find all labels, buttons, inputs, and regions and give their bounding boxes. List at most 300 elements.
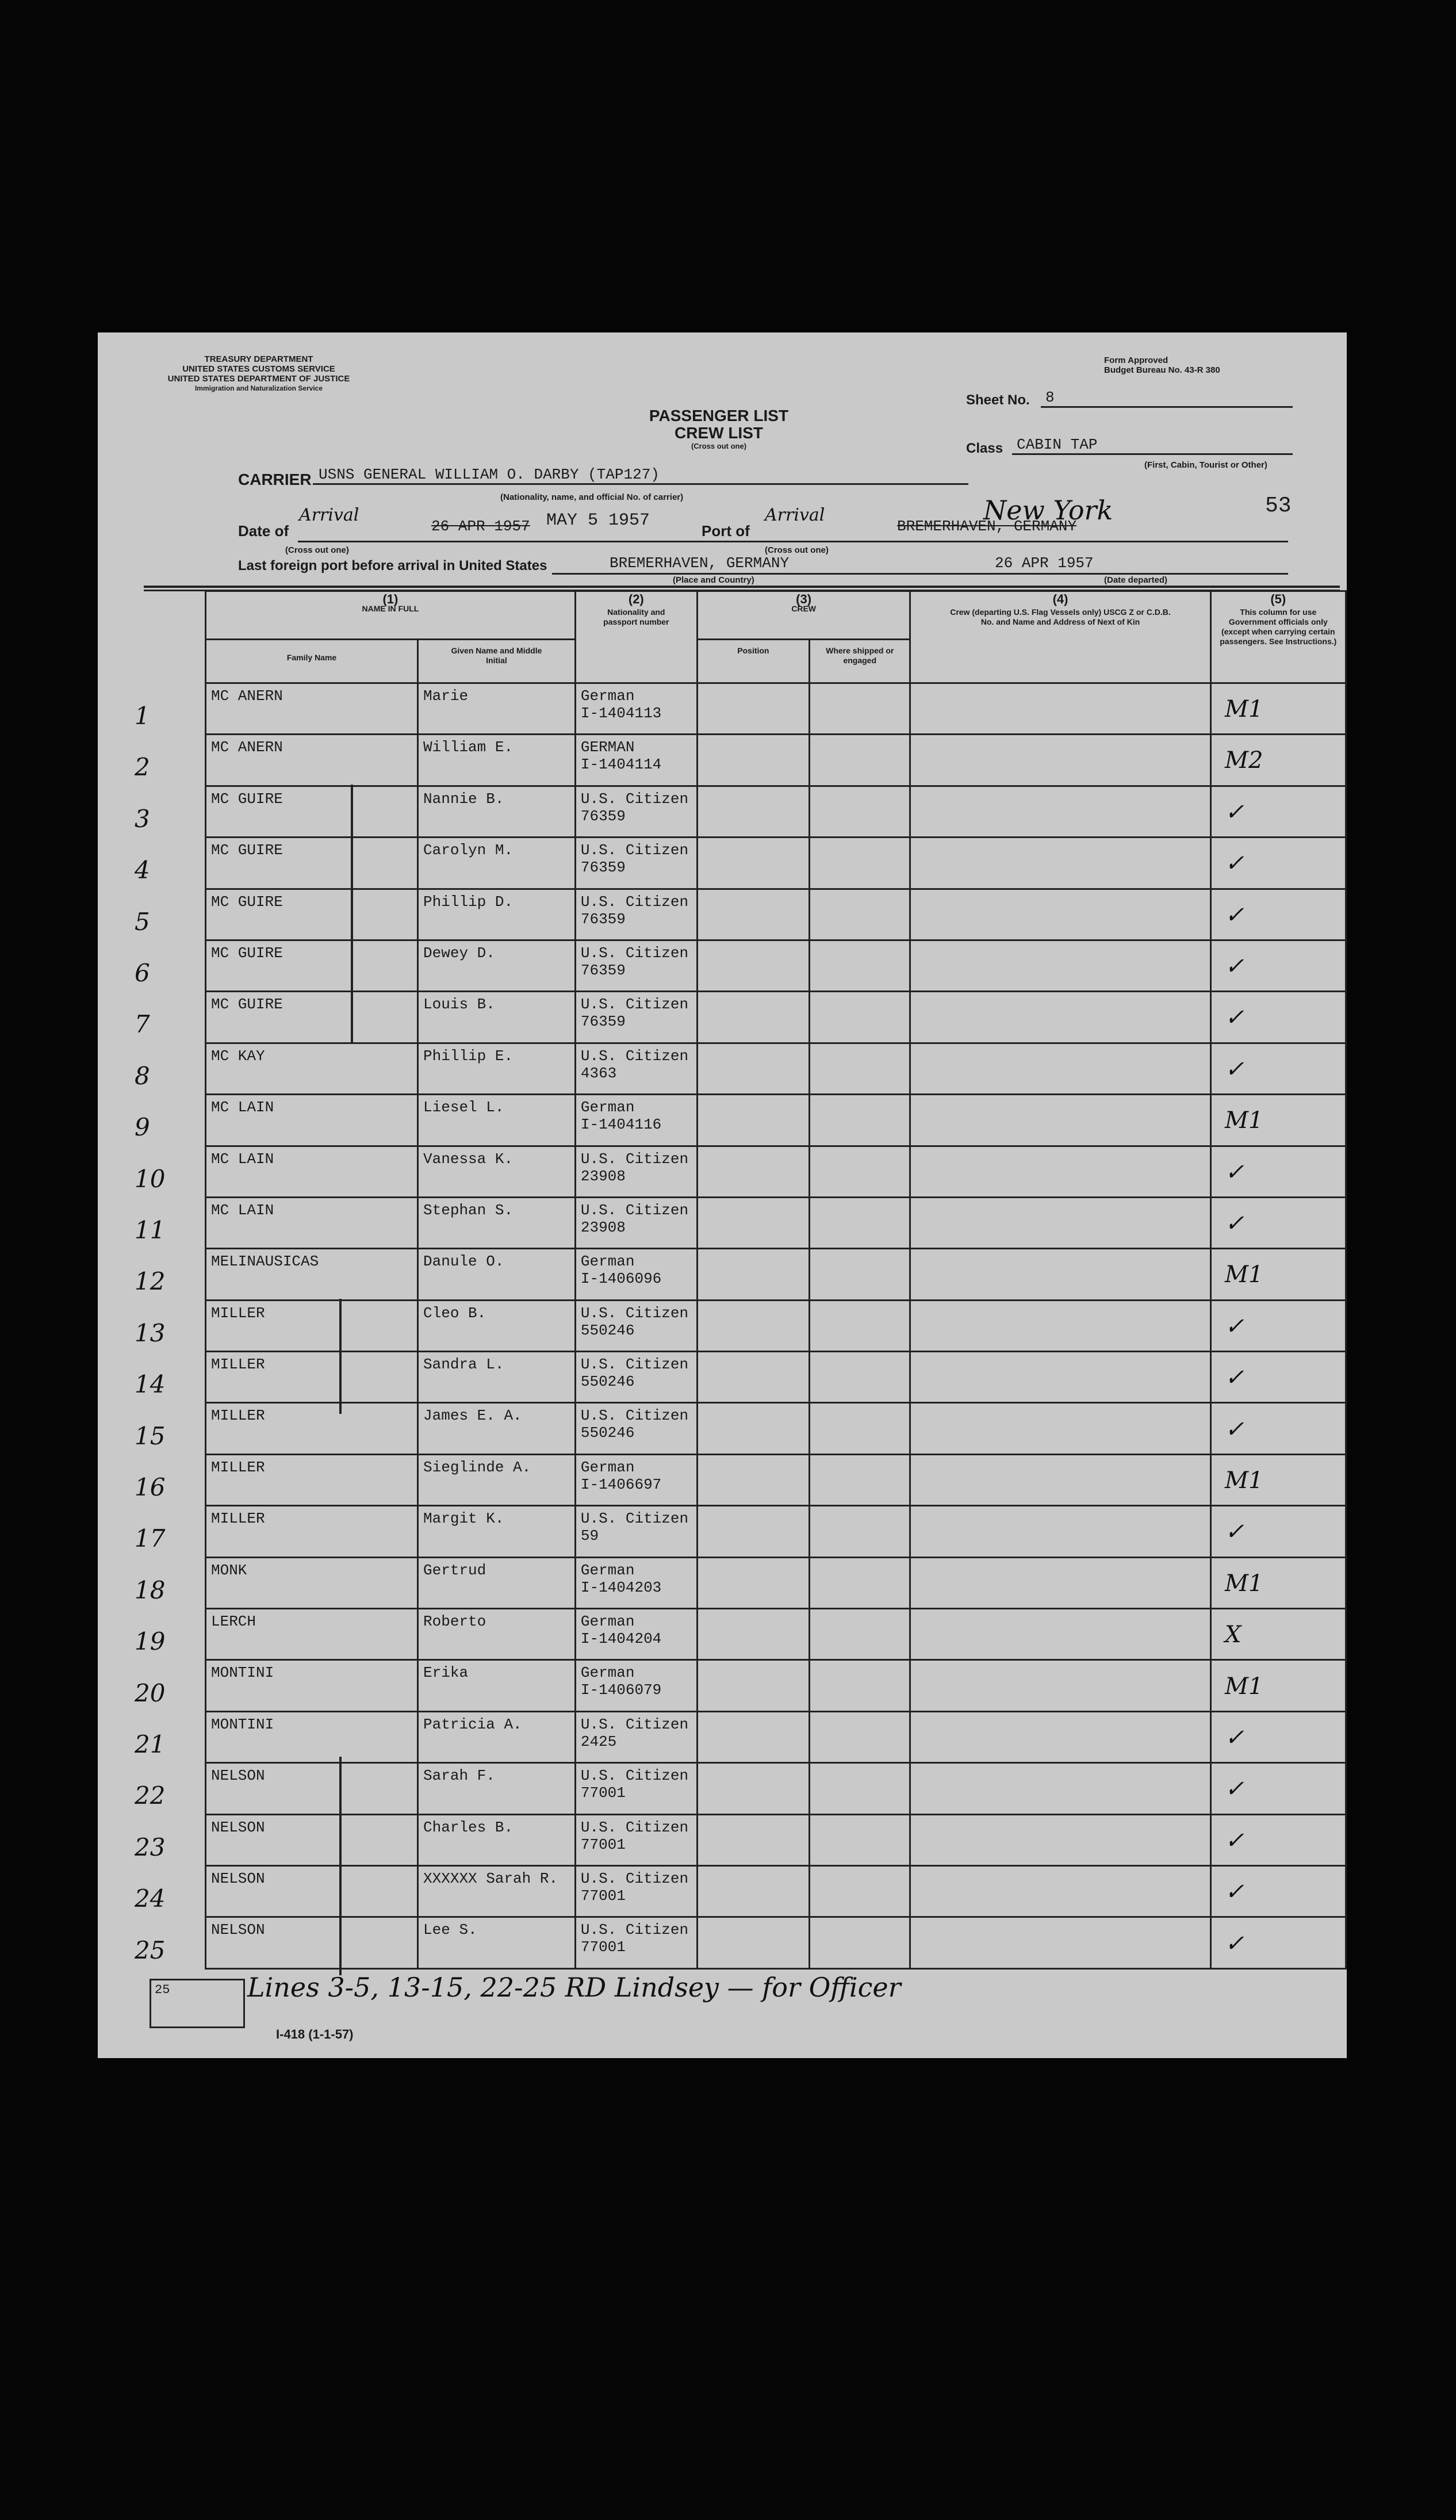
date-underline: [298, 541, 775, 542]
port-arrival-handwritten: Arrival: [765, 505, 825, 525]
row-number-handwritten: 6: [135, 959, 150, 987]
family-bracket-mcguire: [351, 785, 353, 1042]
nationality-text: U.S. Citizen: [580, 1767, 689, 1785]
passport-text: I-1404116: [580, 1116, 662, 1134]
family-name-text: MELINAUSICAS: [211, 1253, 319, 1271]
position-cell: [697, 1763, 809, 1814]
row-number-handwritten: 22: [135, 1781, 166, 1810]
next-of-kin-cell: [910, 786, 1210, 837]
row-number-handwritten: 14: [135, 1370, 166, 1399]
nationality-text: U.S. Citizen: [580, 842, 689, 859]
table-row: [206, 683, 1346, 735]
nationality-cell: [575, 1146, 697, 1197]
nationality-cell: [575, 1763, 697, 1814]
shipped-cell: [810, 683, 910, 735]
table-row: [206, 1454, 1346, 1505]
official-mark: ✓: [1225, 1210, 1244, 1237]
next-of-kin-cell: [910, 1249, 1210, 1300]
official-mark: M1: [1225, 1570, 1263, 1597]
nationality-text: German: [580, 687, 635, 705]
family-name-text: NELSON: [211, 1767, 265, 1785]
row-number-handwritten: 7: [135, 1010, 150, 1039]
date-value: MAY 5 1957: [546, 511, 650, 530]
row-number-handwritten: 12: [135, 1267, 166, 1296]
next-of-kin-cell: [910, 1454, 1210, 1505]
given-name-text: Marie: [423, 687, 469, 705]
family-name-text: MC GUIRE: [211, 944, 283, 962]
given-name-text: James E. A.: [423, 1407, 522, 1425]
passport-text: 77001: [580, 1887, 626, 1905]
departure-note: (Date departed): [1104, 575, 1168, 585]
nationality-text: U.S. Citizen: [580, 944, 689, 962]
passenger-table: [205, 590, 1347, 1970]
official-mark: M1: [1225, 696, 1263, 722]
col2-header: [575, 591, 697, 683]
row-number-handwritten: 3: [135, 804, 150, 833]
position-cell: [697, 1043, 809, 1094]
table-row: [206, 940, 1346, 991]
table-row: [206, 1865, 1346, 1917]
col1-sub: NAME IN FULL: [362, 604, 419, 613]
shipped-cell: [810, 735, 910, 786]
nationality-cell: [575, 838, 697, 889]
position-cell: [697, 940, 809, 991]
table-row: [206, 1506, 1346, 1557]
shipped-cell: [810, 940, 910, 991]
shipped-cell: [810, 1660, 910, 1711]
nationality-cell: [575, 1865, 697, 1917]
nationality-cell: [575, 1609, 697, 1660]
shipped-cell: [810, 1814, 910, 1865]
next-of-kin-cell: [910, 1300, 1210, 1351]
col4-number: (4): [1052, 592, 1068, 606]
passenger-rows: [206, 683, 1346, 1969]
official-mark: ✓: [1225, 1776, 1244, 1803]
shipped-text: Where shipped or engaged: [826, 646, 894, 665]
sheet-number: 8: [1041, 389, 1293, 408]
nationality-cell: [575, 683, 697, 735]
table-row: [206, 1557, 1346, 1608]
family-name-text: Family Name: [286, 653, 337, 662]
official-mark: M1: [1225, 1261, 1263, 1288]
family-name-text: MILLER: [211, 1304, 265, 1322]
nationality-text: German: [580, 1613, 635, 1631]
last-port-value: BREMERHAVEN, GERMANY: [610, 555, 790, 572]
passport-text: 23908: [580, 1218, 626, 1236]
family-name-cell: [206, 1917, 418, 1968]
family-name-cell: [206, 1403, 418, 1454]
nationality-cell: [575, 1249, 697, 1300]
family-name-cell: [206, 889, 418, 940]
row-number-handwritten: 19: [135, 1627, 166, 1656]
given-name-text: Margit K.: [423, 1510, 504, 1528]
nationality-text: German: [580, 1561, 635, 1579]
family-name-cell: [206, 1352, 418, 1403]
nationality-cell: [575, 1711, 697, 1762]
position-cell: [697, 1249, 809, 1300]
family-name-cell: [206, 1609, 418, 1660]
next-of-kin-cell: [910, 735, 1210, 786]
given-name-cell: [418, 1865, 576, 1917]
carrier-label: CARRIER: [238, 471, 312, 488]
given-name-cell: [418, 1609, 576, 1660]
form-number: I-418 (1-1-57): [276, 2027, 354, 2041]
col4-sub: Crew (departing U.S. Flag Vessels only) USCG Z or C.D.B. No. and Name and Address of Next of Kin: [950, 607, 1171, 626]
position-cell: [697, 1557, 809, 1608]
nationality-cell: [575, 1197, 697, 1248]
carrier-value: USNS GENERAL WILLIAM O. DARBY (TAP127): [313, 466, 968, 485]
given-name-cell: [418, 1711, 576, 1762]
family-name-text: MC ANERN: [211, 687, 283, 705]
passport-text: 76359: [580, 807, 626, 825]
family-name-cell: [206, 1711, 418, 1762]
nationality-cell: [575, 889, 697, 940]
shipped-cell: [810, 1557, 910, 1608]
col4-header: [910, 591, 1210, 683]
form-approved-block: [1104, 355, 1220, 375]
table-row: [206, 1814, 1346, 1865]
table-row: [206, 1197, 1346, 1248]
family-name-text: MC GUIRE: [211, 996, 283, 1014]
next-of-kin-cell: [910, 1146, 1210, 1197]
nationality-cell: [575, 1095, 697, 1146]
official-mark: ✓: [1225, 1519, 1244, 1546]
official-mark: ✓: [1225, 1056, 1244, 1083]
passport-text: 550246: [580, 1321, 635, 1339]
next-of-kin-cell: [910, 940, 1210, 991]
position-cell: [697, 838, 809, 889]
official-mark: ✓: [1225, 1364, 1244, 1391]
given-name-text: Sandra L.: [423, 1356, 504, 1374]
given-name-text: Cleo B.: [423, 1304, 486, 1322]
position-cell: [697, 1865, 809, 1917]
passport-text: 550246: [580, 1424, 635, 1442]
cross-out-note: (Cross out one): [691, 442, 747, 450]
table-row: [206, 1300, 1346, 1351]
given-name-cell: [418, 1043, 576, 1094]
table-row: [206, 1146, 1346, 1197]
given-name-text: Liesel L.: [423, 1099, 504, 1116]
row-number-handwritten: 4: [135, 856, 150, 885]
official-mark: ✓: [1225, 953, 1244, 980]
row-number-handwritten: 9: [135, 1113, 150, 1142]
next-of-kin-cell: [910, 1043, 1210, 1094]
family-name-cell: [206, 1454, 418, 1505]
col5-number: (5): [1270, 592, 1286, 606]
shipped-cell: [810, 1146, 910, 1197]
nationality-text: U.S. Citizen: [580, 1715, 689, 1733]
passport-text: I-1404203: [580, 1578, 662, 1596]
given-name-text: Phillip E.: [423, 1047, 514, 1065]
passport-text: 4363: [580, 1064, 617, 1082]
next-of-kin-cell: [910, 1763, 1210, 1814]
family-name-cell: [206, 1249, 418, 1300]
official-mark: M1: [1225, 1107, 1263, 1134]
family-name-cell: [206, 1865, 418, 1917]
position-cell: [697, 889, 809, 940]
nationality-text: U.S. Citizen: [580, 996, 689, 1014]
last-port-label: Last foreign port before arrival in United States: [238, 558, 547, 573]
next-of-kin-cell: [910, 683, 1210, 735]
shipped-cell: [810, 1197, 910, 1248]
nationality-cell: [575, 1352, 697, 1403]
nationality-text: U.S. Citizen: [580, 1201, 689, 1219]
family-name-text: MC GUIRE: [211, 842, 283, 859]
given-name-text: Sieglinde A.: [423, 1458, 531, 1476]
official-mark: X: [1225, 1622, 1242, 1649]
class-note: (First, Cabin, Tourist or Other): [1144, 460, 1267, 470]
shipped-cell: [810, 1043, 910, 1094]
family-name-cell: [206, 735, 418, 786]
nationality-text: U.S. Citizen: [580, 1921, 689, 1939]
given-name-cell: [418, 1917, 576, 1968]
family-name-text: MONTINI: [211, 1715, 274, 1733]
row-number-handwritten: 18: [135, 1576, 166, 1604]
nationality-text: U.S. Citizen: [580, 1150, 689, 1168]
shipped-cell: [810, 838, 910, 889]
given-name-text: Lee S.: [423, 1921, 477, 1939]
given-name-text: Given Name and Middle Initial: [451, 646, 542, 665]
justice-department-line: UNITED STATES DEPARTMENT OF JUSTICE: [167, 374, 350, 384]
position-cell: [697, 1609, 809, 1660]
date-arrival-handwritten: Arrival: [299, 505, 359, 525]
given-name-text: William E.: [423, 739, 514, 756]
family-name-cell: [206, 992, 418, 1043]
table-row: [206, 889, 1346, 940]
col5-header: [1210, 591, 1346, 683]
next-of-kin-cell: [910, 1711, 1210, 1762]
form-approved-text: Form Approved: [1104, 355, 1168, 365]
family-name-text: MC GUIRE: [211, 893, 283, 911]
next-of-kin-cell: [910, 1865, 1210, 1917]
passport-text: 76359: [580, 910, 626, 928]
footer-box-number: 25: [155, 1983, 170, 1997]
given-name-cell: [418, 1763, 576, 1814]
next-of-kin-cell: [910, 838, 1210, 889]
table-row: [206, 1095, 1346, 1146]
nationality-text: U.S. Citizen: [580, 1407, 689, 1425]
official-mark: ✓: [1225, 1313, 1244, 1340]
family-name-cell: [206, 1146, 418, 1197]
crew-list-title: CREW LIST: [675, 424, 763, 442]
official-mark: ✓: [1225, 901, 1244, 928]
nationality-cell: [575, 735, 697, 786]
row-number-handwritten: 11: [135, 1216, 166, 1244]
next-of-kin-cell: [910, 1609, 1210, 1660]
passport-text: 59: [580, 1527, 599, 1545]
official-mark: M1: [1225, 1467, 1263, 1494]
official-mark: M2: [1225, 747, 1263, 774]
passport-text: 76359: [580, 1013, 626, 1031]
family-name-cell: [206, 1763, 418, 1814]
passport-text: 76359: [580, 961, 626, 979]
nationality-text: U.S. Citizen: [580, 893, 689, 911]
family-name-text: MC LAIN: [211, 1099, 274, 1116]
given-name-cell: [418, 1197, 576, 1248]
port-underline: [771, 541, 1288, 542]
official-mark: M1: [1225, 1673, 1263, 1700]
nationality-text: U.S. Citizen: [580, 1510, 689, 1528]
official-mark: ✓: [1225, 1158, 1244, 1186]
passport-text: 23908: [580, 1167, 626, 1185]
shipped-cell: [810, 1917, 910, 1968]
official-mark: ✓: [1225, 798, 1244, 825]
given-name-cell: [418, 889, 576, 940]
row-number-handwritten: 23: [135, 1833, 166, 1861]
given-name-text: Roberto: [423, 1613, 486, 1631]
nationality-text: German: [580, 1099, 635, 1116]
passport-text: I-1406079: [580, 1681, 662, 1699]
passport-text: I-1404114: [580, 756, 662, 774]
departure-date: 26 APR 1957: [995, 555, 1094, 572]
given-name-text: Vanessa K.: [423, 1150, 514, 1168]
table-row: [206, 1403, 1346, 1454]
place-note: (Place and Country): [673, 575, 754, 585]
given-name-text: Erika: [423, 1664, 469, 1682]
passport-text: 77001: [580, 1938, 626, 1956]
nationality-cell: [575, 1454, 697, 1505]
passport-text: I-1404113: [580, 705, 662, 722]
table-row: [206, 1711, 1346, 1762]
nationality-cell: [575, 940, 697, 991]
position-cell: [697, 1711, 809, 1762]
family-name-cell: [206, 1660, 418, 1711]
passport-text: I-1404204: [580, 1630, 662, 1648]
passport-text: 77001: [580, 1784, 626, 1802]
shipped-header: [810, 640, 910, 683]
family-name-cell: [206, 786, 418, 837]
family-name-text: NELSON: [211, 1818, 265, 1836]
passport-text: 2425: [580, 1733, 617, 1750]
row-number-handwritten: 16: [135, 1473, 166, 1501]
passport-text: I-1406697: [580, 1475, 662, 1493]
row-number-handwritten: 2: [135, 753, 150, 782]
class-label: Class: [966, 441, 1003, 456]
shipped-cell: [810, 1095, 910, 1146]
given-name-text: Sarah F.: [423, 1767, 495, 1785]
nationality-text: U.S. Citizen: [580, 1818, 689, 1836]
given-name-text: Stephan S.: [423, 1201, 514, 1219]
row-number-handwritten: 17: [135, 1524, 166, 1553]
given-name-cell: [418, 1454, 576, 1505]
next-of-kin-cell: [910, 889, 1210, 940]
family-name-text: MC ANERN: [211, 739, 283, 756]
header-row-1: [206, 591, 1346, 640]
nationality-text: German: [580, 1458, 635, 1476]
row-number-handwritten: 21: [135, 1730, 166, 1758]
given-name-cell: [418, 1660, 576, 1711]
family-name-text: LERCH: [211, 1613, 256, 1631]
given-name-cell: [418, 1249, 576, 1300]
official-mark: ✓: [1225, 850, 1244, 877]
shipped-cell: [810, 1711, 910, 1762]
family-name-text: MC LAIN: [211, 1201, 274, 1219]
footer-box: [150, 1979, 245, 2028]
date-label: Date of: [238, 522, 289, 540]
port-handwritten: New York: [983, 495, 1113, 526]
shipped-cell: [810, 889, 910, 940]
position-cell: [697, 1506, 809, 1557]
family-name-cell: [206, 1814, 418, 1865]
family-bracket-nelson: [339, 1757, 342, 1975]
col3-sub: CREW: [791, 604, 816, 613]
table-row: [206, 735, 1346, 786]
shipped-cell: [810, 1454, 910, 1505]
nationality-cell: [575, 1300, 697, 1351]
table-row: [206, 1043, 1346, 1094]
customs-service-line: UNITED STATES CUSTOMS SERVICE: [182, 364, 335, 374]
footer-handwriting: Lines 3-5, 13-15, 22-25 RD Lindsey — for Officer: [247, 1972, 901, 2003]
col3-header: [697, 591, 910, 640]
position-header: [697, 640, 809, 683]
page-number: 53: [1265, 494, 1292, 518]
official-mark: ✓: [1225, 1879, 1244, 1906]
official-mark: ✓: [1225, 1416, 1244, 1443]
shipped-cell: [810, 1300, 910, 1351]
given-name-cell: [418, 786, 576, 837]
shipped-cell: [810, 1763, 910, 1814]
nationality-cell: [575, 1814, 697, 1865]
shipped-cell: [810, 992, 910, 1043]
family-name-text: MILLER: [211, 1356, 265, 1374]
nationality-cell: [575, 1506, 697, 1557]
family-name-text: MONK: [211, 1561, 247, 1579]
row-number-handwritten: 1: [135, 702, 150, 730]
given-name-cell: [418, 1557, 576, 1608]
given-name-cell: [418, 1095, 576, 1146]
given-name-cell: [418, 1300, 576, 1351]
given-name-cell: [418, 838, 576, 889]
passport-text: 77001: [580, 1835, 626, 1853]
document-page: [98, 332, 1347, 2058]
port-label: Port of: [702, 522, 750, 540]
next-of-kin-cell: [910, 1352, 1210, 1403]
nationality-text: U.S. Citizen: [580, 1304, 689, 1322]
sheet-label: Sheet No.: [966, 392, 1030, 408]
given-name-cell: [418, 735, 576, 786]
table-row: [206, 1917, 1346, 1968]
given-name-cell: [418, 1146, 576, 1197]
given-name-cell: [418, 1506, 576, 1557]
position-cell: [697, 1403, 809, 1454]
next-of-kin-cell: [910, 1506, 1210, 1557]
shipped-cell: [810, 1865, 910, 1917]
row-number-handwritten: 8: [135, 1061, 150, 1090]
next-of-kin-cell: [910, 1660, 1210, 1711]
passport-text: I-1406096: [580, 1270, 662, 1288]
date-cross-out-note: (Cross out one): [285, 545, 349, 555]
shipped-cell: [810, 1506, 910, 1557]
position-cell: [697, 735, 809, 786]
position-cell: [697, 1146, 809, 1197]
given-name-text: Louis B.: [423, 996, 495, 1014]
department-block: [144, 354, 374, 393]
family-name-cell: [206, 1043, 418, 1094]
official-mark: ✓: [1225, 1004, 1244, 1031]
given-name-text: Carolyn M.: [423, 842, 514, 859]
shipped-cell: [810, 1352, 910, 1403]
family-name-cell: [206, 1095, 418, 1146]
table-row: [206, 1660, 1346, 1711]
col5-sub: This column for use Government officials only (except when carrying certain passengers. See Instructions.): [1220, 607, 1337, 646]
nationality-cell: [575, 1917, 697, 1968]
table-row: [206, 838, 1346, 889]
nationality-cell: [575, 1557, 697, 1608]
row-number-handwritten: 5: [135, 907, 150, 936]
col2-number: (2): [628, 592, 644, 606]
position-cell: [697, 1352, 809, 1403]
family-name-cell: [206, 1506, 418, 1557]
